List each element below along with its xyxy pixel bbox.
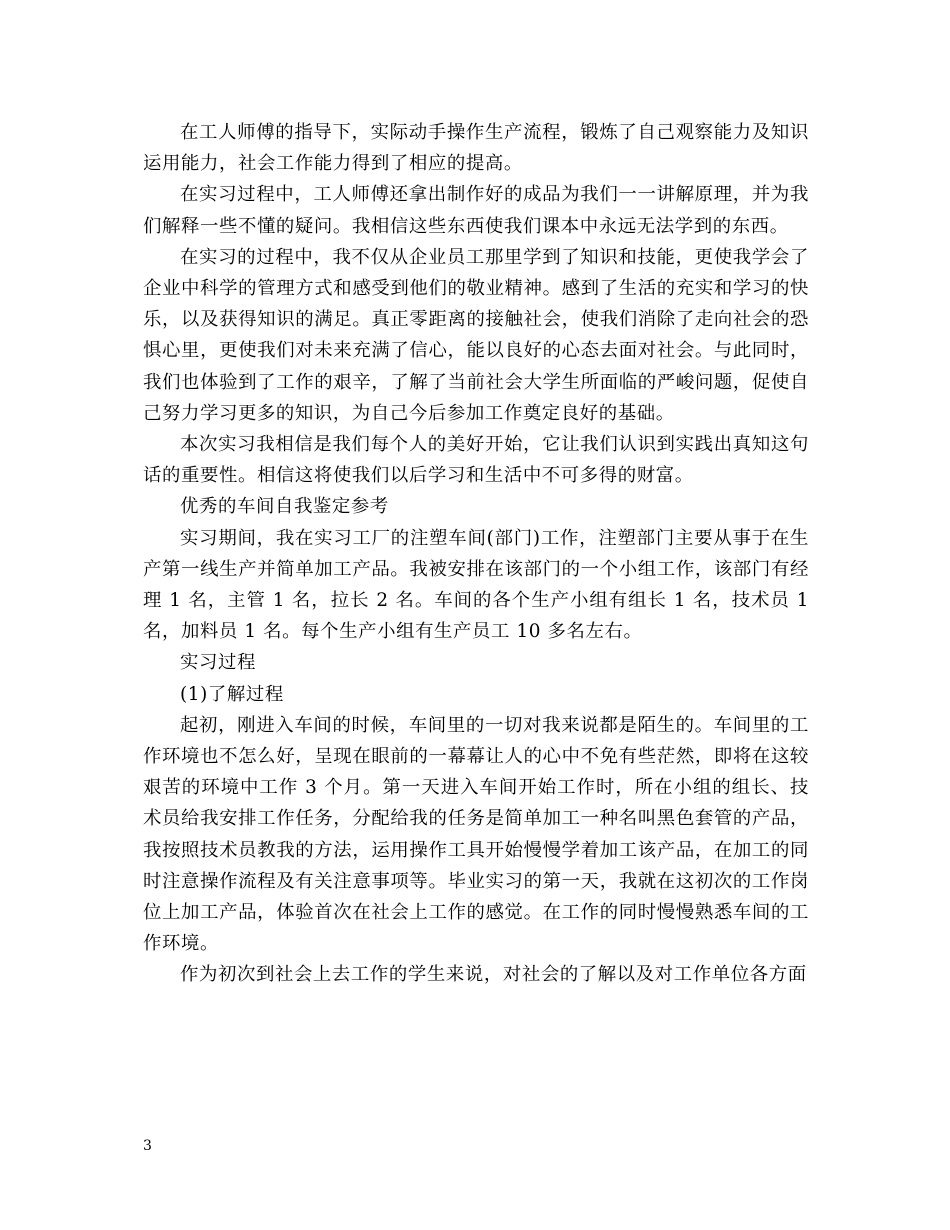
paragraph: 在实习的过程中，我不仅从企业员工那里学到了知识和技能，更使我学会了企业中科学的管理方式和感受到他们的敬业精神。感到了生活的充实和学习的快乐，以及获得知识的满足。真正零距离的接触社会，使我们消除了走向社会的恐惧心里，更使我们对未来充满了信心，能以良好的心态去面对社会。与此同时，我们也体验到了工作的艰辛，了解了当前社会大学生所面临的严峻问题，促使自己努力学习更多的知识，为自己今后参加工作奠定良好的基础。 — [143, 246, 809, 424]
paragraph: 实习期间，我在实习工厂的注塑车间(部门)工作，注塑部门主要从事于在生产第一线生产并简单加工产品。我被安排在该部门的一个小组工作，该部门有经理 1 名，主管 1 名，拉长 2 名。车间的各个生产小组有组长 1 名，技术员 1 名，加料员 1 名。每个生产小组有生产员工 10 多名左右。 — [143, 527, 809, 643]
page-number: 3 — [143, 1138, 152, 1154]
paragraph: 作为初次到社会上去工作的学生来说，对社会的了解以及对工作单位各方面 — [180, 964, 807, 986]
subsection-heading: (1)了解过程 — [180, 683, 284, 705]
document-body — [143, 117, 809, 991]
paragraph: 在工人师傅的指导下，实际动手操作生产流程，锻炼了自己观察能力及知识运用能力，社会工作能力得到了相应的提高。 — [143, 122, 809, 175]
section-heading: 实习过程 — [180, 652, 256, 674]
paragraph: 在实习过程中，工人师傅还拿出制作好的成品为我们一一讲解原理，并为我们解释一些不懂的疑问。我相信这些东西使我们课本中永远无法学到的东西。 — [143, 184, 809, 237]
paragraph: 起初，刚进入车间的时候，车间里的一切对我来说都是陌生的。车间里的工作环境也不怎么好，呈现在眼前的一幕幕让人的心中不免有些茫然，即将在这较艰苦的环境中工作 3 个月。第一天进入车间开始工作时，所在小组的组长、技术员给我安排工作任务，分配给我的任务是简单加工一种名叫黑色套管的产品，我按照技术员教我的方法，运用操作工具开始慢慢学着加工该产品，在加工的同时注意操作流程及有关注意事项等。毕业实习的第一天，我就在这初次的工作岗位上加工产品，体验首次在社会上工作的感觉。在工作的同时慢慢熟悉车间的工作环境。 — [143, 714, 809, 955]
section-heading: 优秀的车间自我鉴定参考 — [180, 496, 389, 518]
paragraph: 本次实习我相信是我们每个人的美好开始，它让我们认识到实践出真知这句话的重要性。相信这将使我们以后学习和生活中不可多得的财富。 — [143, 434, 809, 487]
